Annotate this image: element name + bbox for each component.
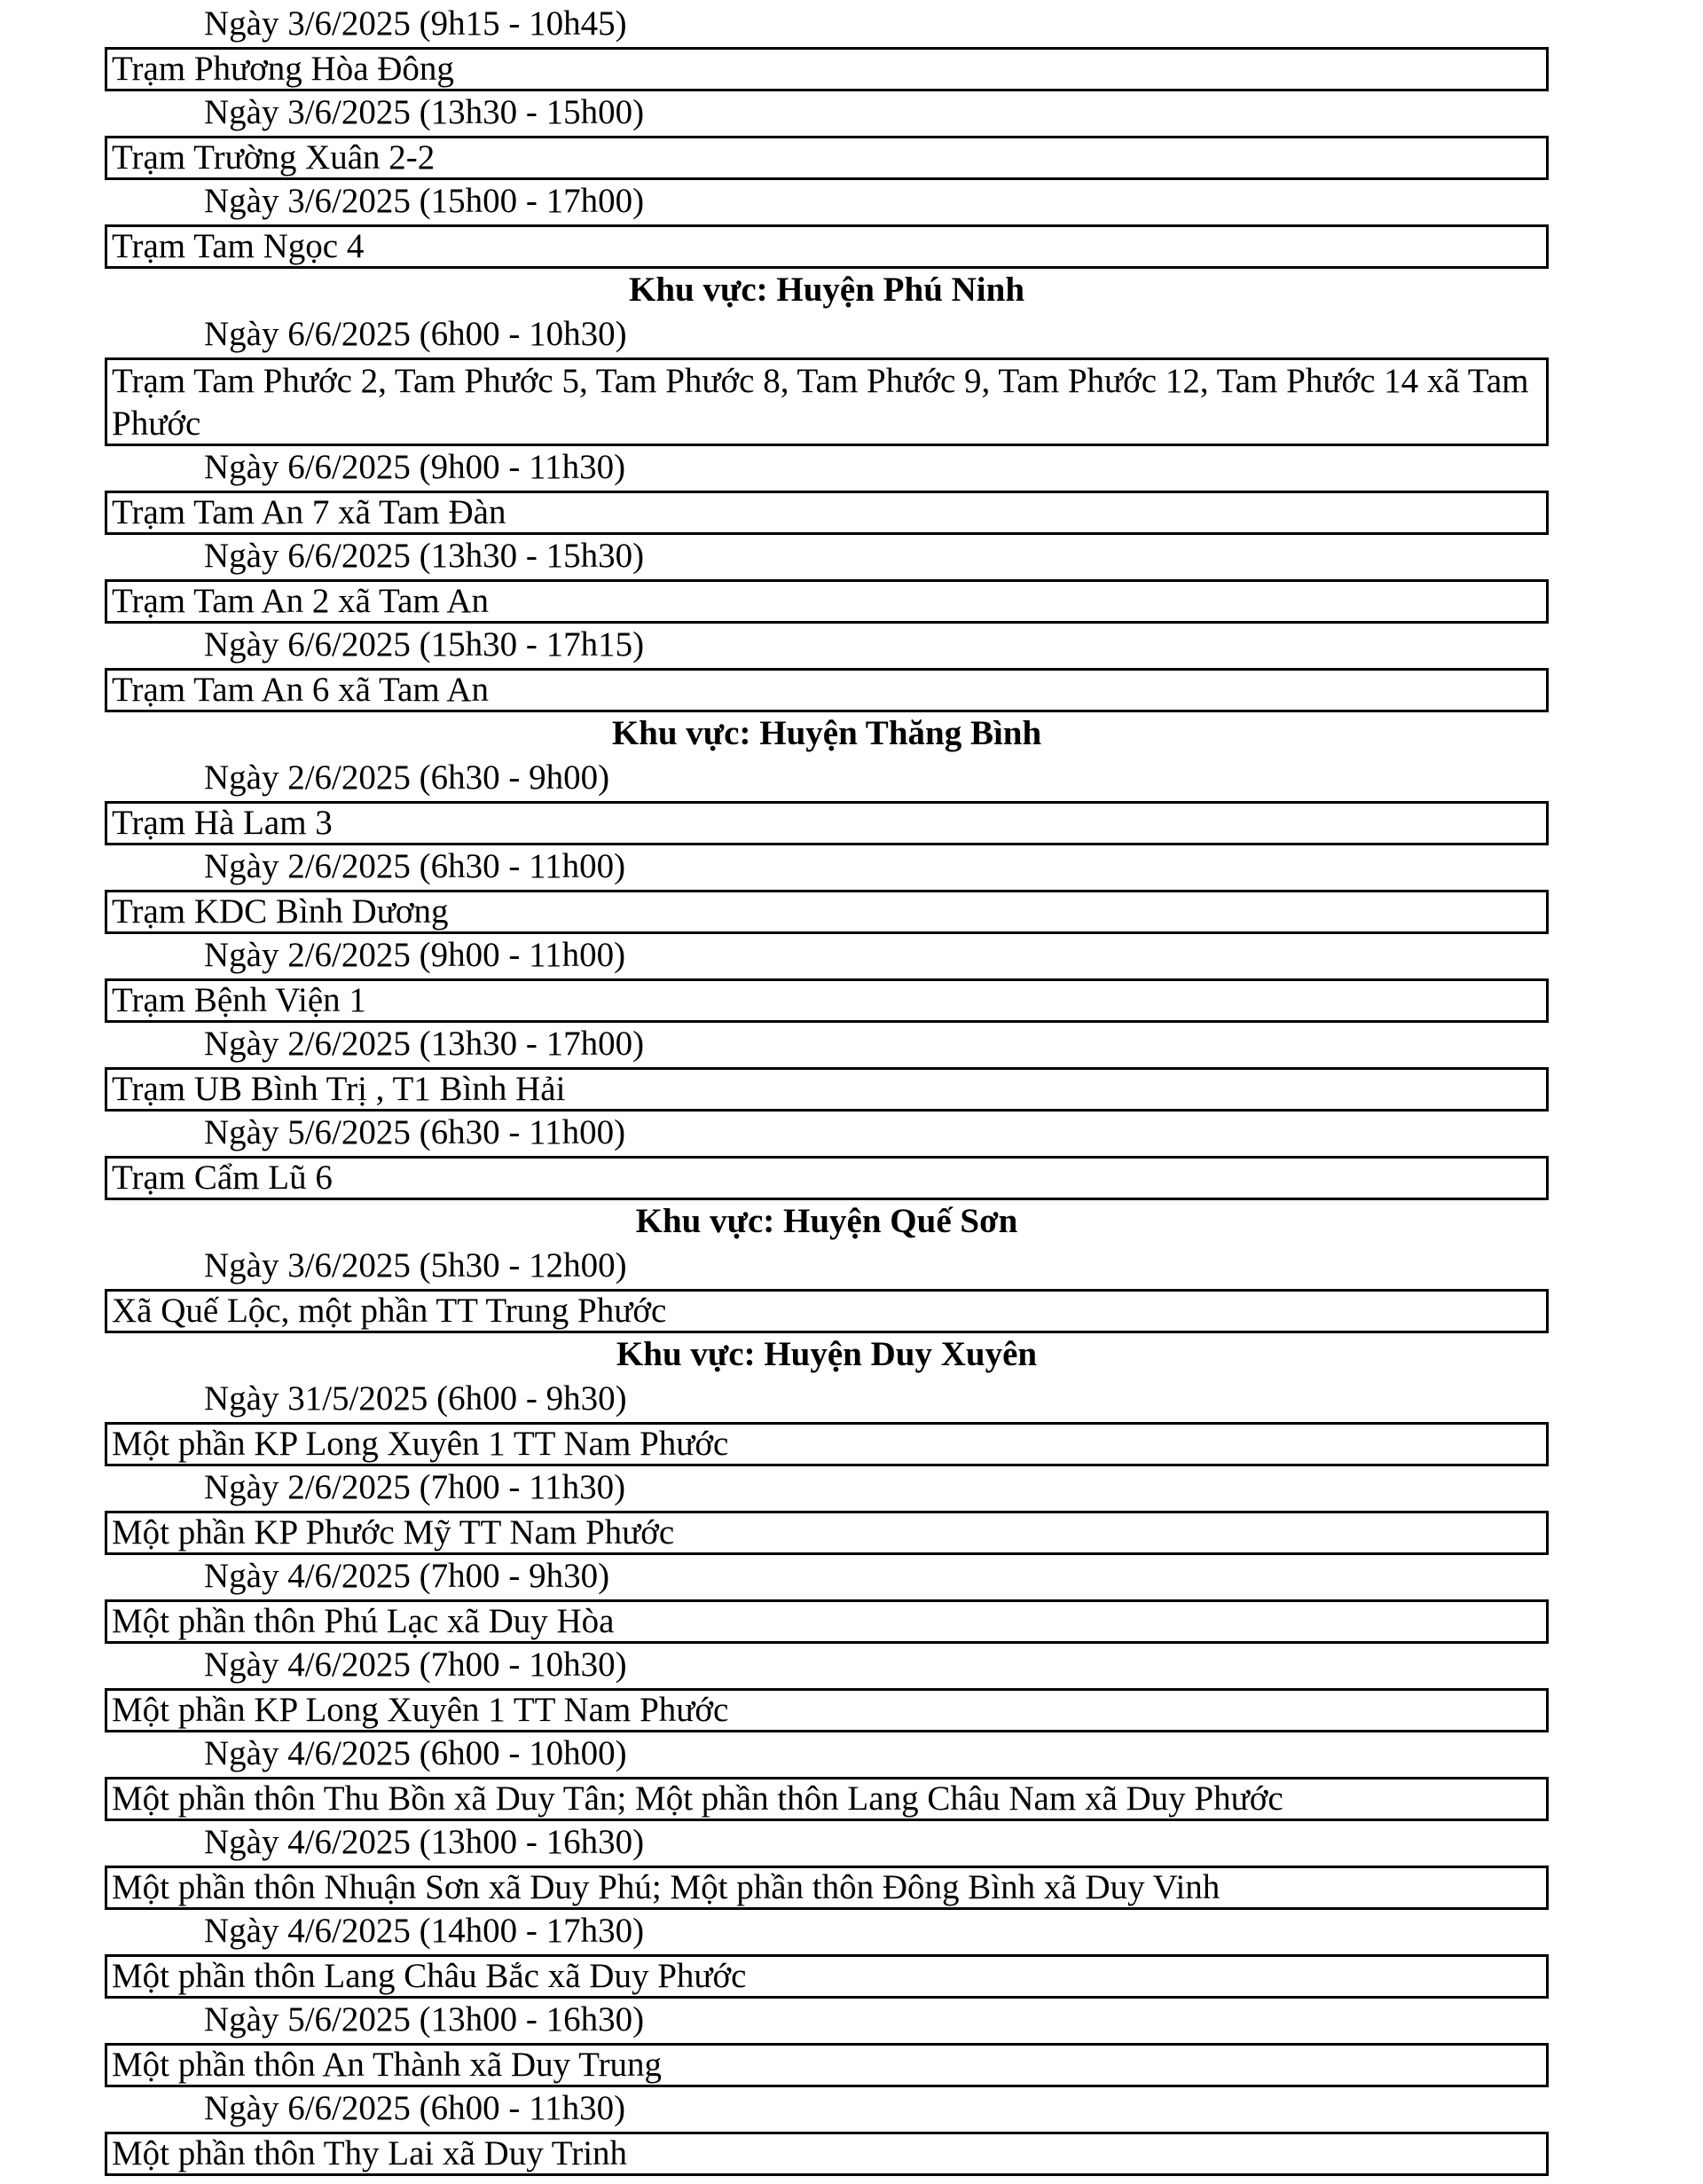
outage-location-box: Trạm Tam Phước 2, Tam Phước 5, Tam Phước 8, Tam Phước 9, Tam Phước 12, Tam Phước 14 xã Tam Phước (105, 357, 1549, 446)
outage-location-box: Một phần thôn Phú Lạc xã Duy Hòa (105, 1599, 1549, 1644)
area-heading: Khu vực: Huyện Duy Xuyên (616, 1335, 1038, 1373)
outage-schedule-document (105, 3, 1549, 2176)
schedule-date-time: Ngày 5/6/2025 (13h00 - 16h30) (204, 2000, 645, 2039)
schedule-date-time: Ngày 4/6/2025 (13h00 - 16h30) (204, 1823, 645, 1861)
schedule-date-time: Ngày 4/6/2025 (6h00 - 10h00) (204, 1734, 627, 1772)
schedule-date-time: Ngày 2/6/2025 (9h00 - 11h00) (204, 936, 626, 974)
outage-location-box: Trạm Tam An 6 xã Tam An (105, 668, 1549, 712)
schedule-date-time: Ngày 6/6/2025 (15h30 - 17h15) (204, 625, 645, 664)
schedule-date-time: Ngày 3/6/2025 (5h30 - 12h00) (204, 1246, 627, 1284)
outage-location-box: Một phần thôn Lang Châu Bắc xã Duy Phước (105, 1954, 1549, 1999)
schedule-date-time: Ngày 6/6/2025 (6h00 - 10h30) (204, 315, 627, 353)
outage-location-box: Trạm Hà Lam 3 (105, 801, 1549, 845)
area-heading: Khu vực: Huyện Phú Ninh (628, 271, 1025, 309)
outage-location-box: Trạm Tam An 7 xã Tam Đàn (105, 491, 1549, 535)
schedule-date-time: Ngày 2/6/2025 (7h00 - 11h30) (204, 1468, 626, 1506)
schedule-date-time: Ngày 2/6/2025 (6h30 - 9h00) (204, 758, 610, 797)
outage-location-box: Trạm Tam Ngọc 4 (105, 224, 1549, 269)
outage-location-box: Trạm Trường Xuân 2-2 (105, 136, 1549, 180)
outage-location-box: Một phần KP Long Xuyên 1 TT Nam Phước (105, 1422, 1549, 1466)
schedule-date-time: Ngày 3/6/2025 (9h15 - 10h45) (204, 4, 627, 43)
outage-location-box: Trạm Phương Hòa Đông (105, 47, 1549, 91)
schedule-date-time: Ngày 4/6/2025 (14h00 - 17h30) (204, 1912, 645, 1950)
outage-location-box: Trạm Bệnh Viện 1 (105, 978, 1549, 1023)
outage-location-box: Một phần thôn Thy Lai xã Duy Trinh (105, 2132, 1549, 2176)
schedule-date-time: Ngày 4/6/2025 (7h00 - 10h30) (204, 1646, 627, 1684)
outage-location-box: Một phần KP Long Xuyên 1 TT Nam Phước (105, 1688, 1549, 1732)
outage-location-box: Trạm Cẩm Lũ 6 (105, 1156, 1549, 1200)
schedule-date-time: Ngày 6/6/2025 (6h00 - 11h30) (204, 2089, 626, 2127)
area-heading: Khu vực: Huyện Thăng Bình (611, 714, 1042, 752)
area-heading: Khu vực: Huyện Quế Sơn (635, 1202, 1018, 1240)
schedule-date-time: Ngày 6/6/2025 (13h30 - 15h30) (204, 537, 645, 575)
schedule-date-time: Ngày 5/6/2025 (6h30 - 11h00) (204, 1113, 626, 1151)
schedule-date-time: Ngày 2/6/2025 (6h30 - 11h00) (204, 847, 626, 885)
outage-location-box: Một phần thôn An Thành xã Duy Trung (105, 2043, 1549, 2087)
schedule-date-time: Ngày 3/6/2025 (15h00 - 17h00) (204, 182, 645, 220)
outage-location-box: Trạm UB Bình Trị , T1 Bình Hải (105, 1067, 1549, 1112)
schedule-date-time: Ngày 4/6/2025 (7h00 - 9h30) (204, 1557, 610, 1595)
outage-location-box: Xã Quế Lộc, một phần TT Trung Phước (105, 1289, 1549, 1333)
outage-location-box: Một phần thôn Nhuận Sơn xã Duy Phú; Một phần thôn Đông Bình xã Duy Vinh (105, 1866, 1549, 1910)
outage-location-box: Một phần KP Phước Mỹ TT Nam Phước (105, 1511, 1549, 1555)
outage-location-box: Trạm Tam An 2 xã Tam An (105, 579, 1549, 624)
schedule-date-time: Ngày 2/6/2025 (13h30 - 17h00) (204, 1025, 645, 1063)
outage-location-box: Trạm KDC Bình Dương (105, 890, 1549, 934)
outage-location-box: Một phần thôn Thu Bồn xã Duy Tân; Một phần thôn Lang Châu Nam xã Duy Phước (105, 1777, 1549, 1821)
schedule-date-time: Ngày 6/6/2025 (9h00 - 11h30) (204, 448, 626, 486)
schedule-date-time: Ngày 31/5/2025 (6h00 - 9h30) (204, 1379, 627, 1418)
schedule-date-time: Ngày 3/6/2025 (13h30 - 15h00) (204, 93, 645, 131)
